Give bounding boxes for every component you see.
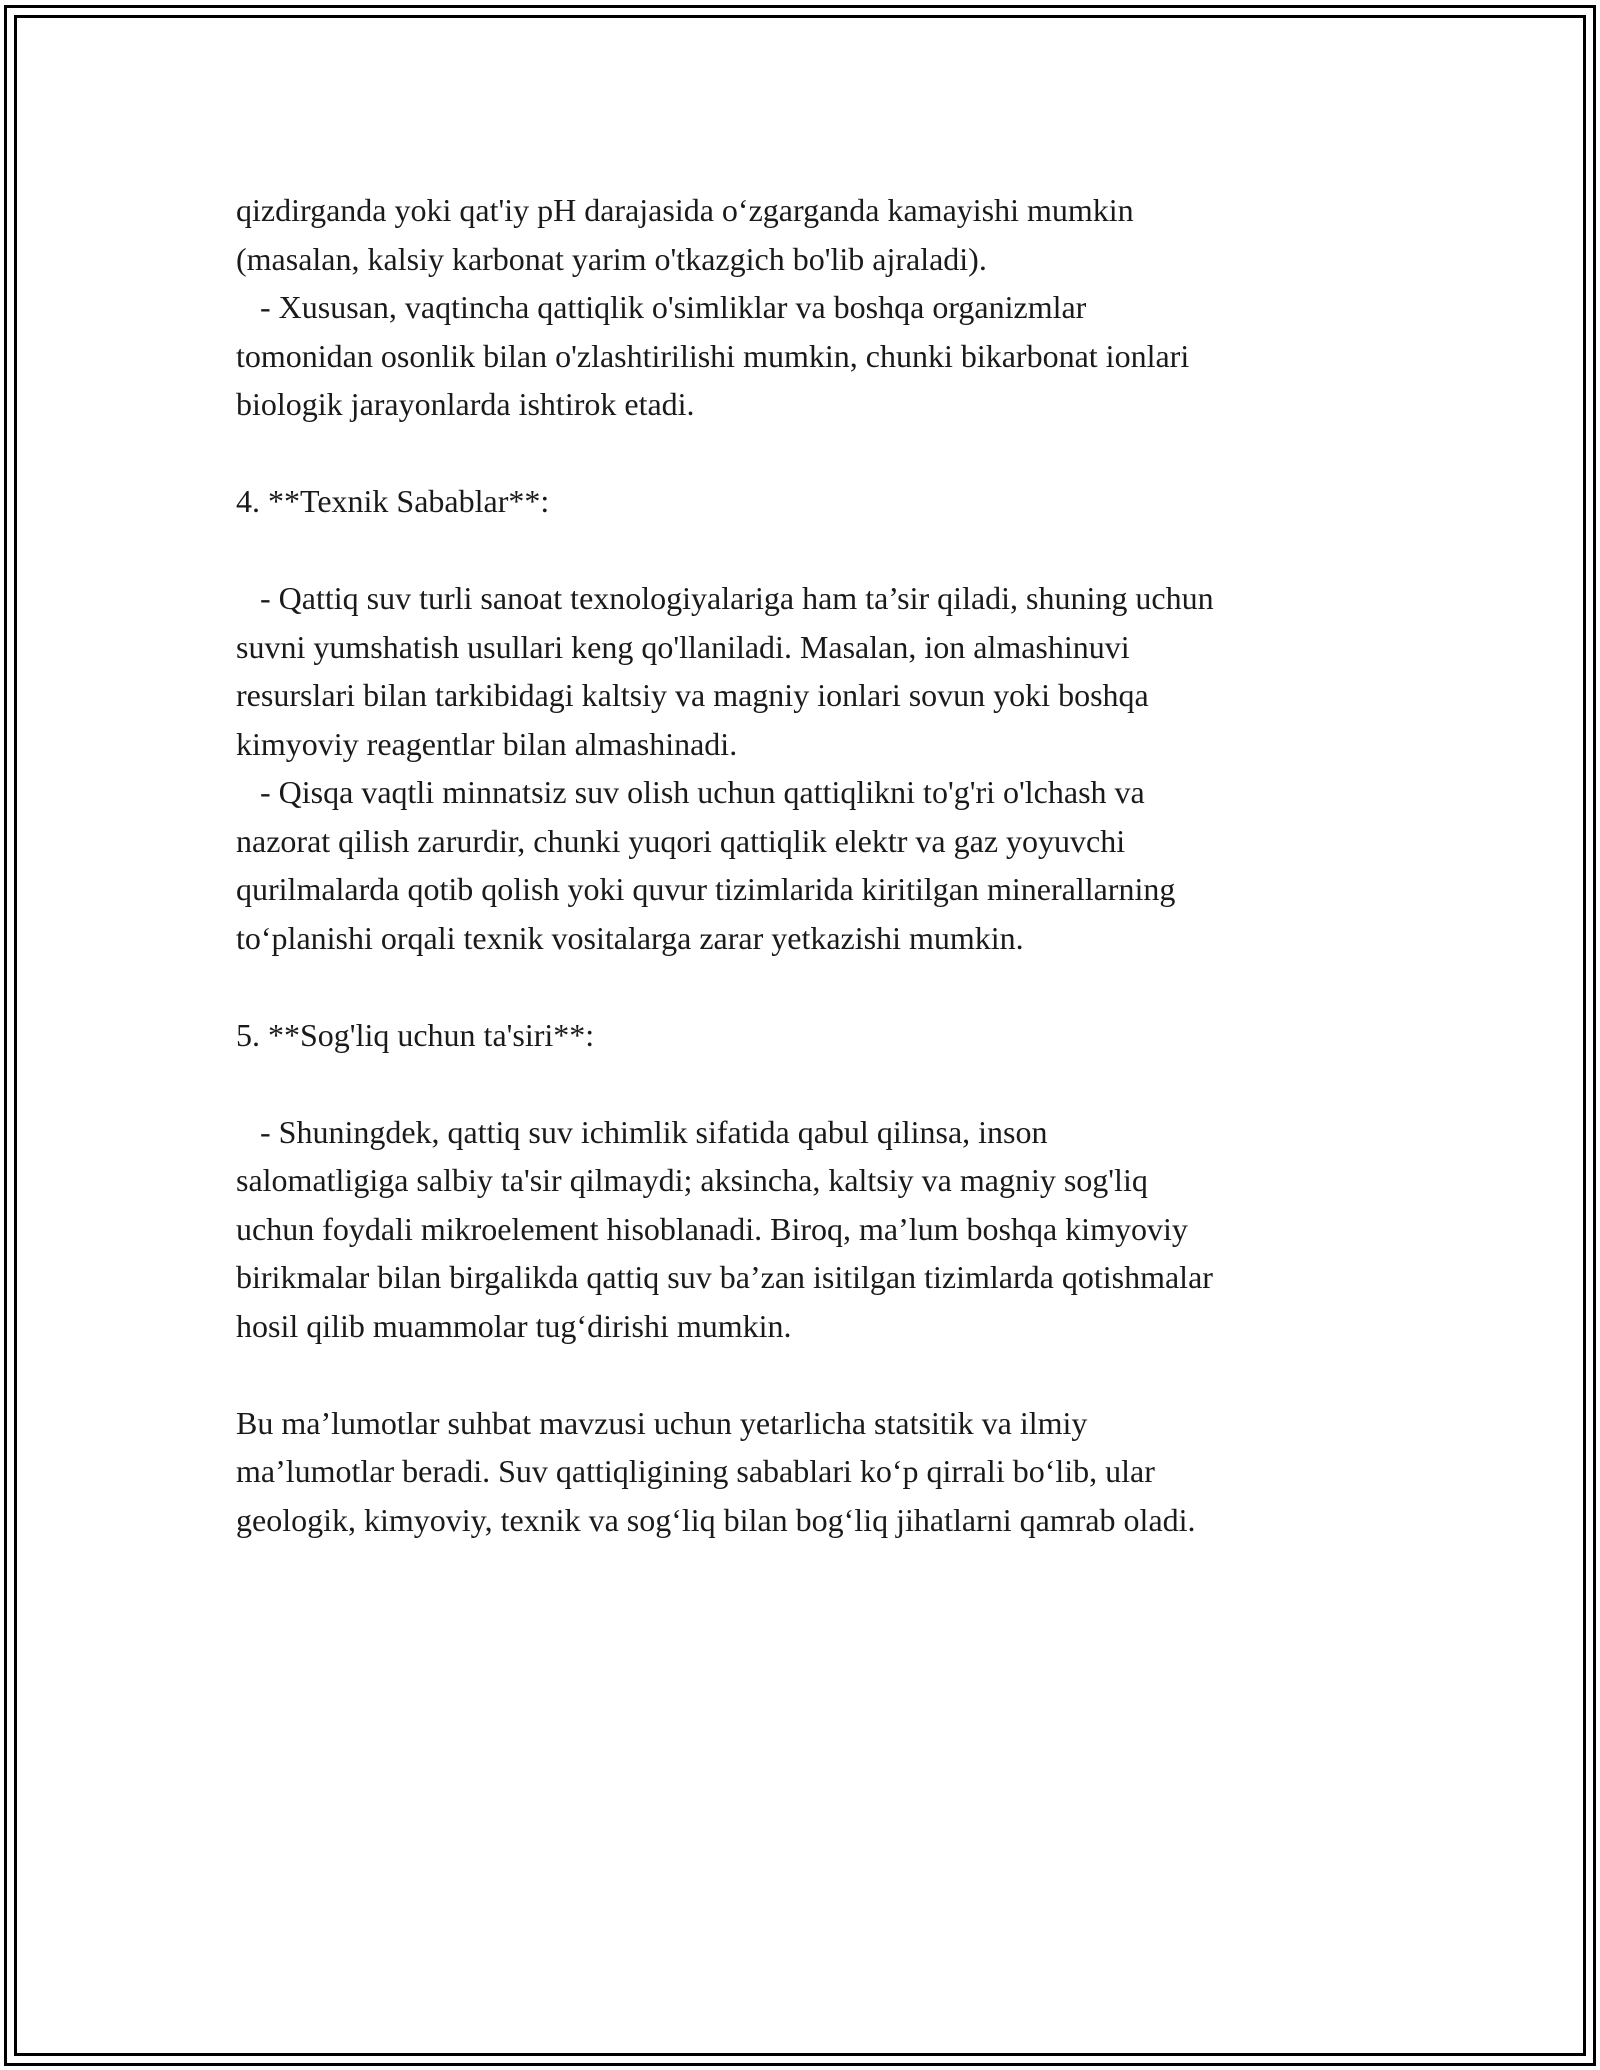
document-body — [236, 186, 1366, 1544]
text-line: salomatligiga salbiy ta'sir qilmaydi; aksincha, kaltsiy va magniy sog'liq — [236, 1162, 1148, 1198]
section-heading-health: 5. **Sog'liq uchun ta'siri**: — [236, 1016, 595, 1053]
text-line: nazorat qilish zarurdir, chunki yuqori qattiqlik elektr va gaz yoyuvchi — [236, 822, 1126, 859]
text-line: uchun foydali mikroelement hisoblanadi. Biroq, ma’lum boshqa kimyoviy — [236, 1210, 1188, 1247]
text-line: - Xususan, vaqtincha qattiqlik o'simliklar va boshqa organizmlar — [236, 289, 1087, 325]
text-line: ma’lumotlar beradi. Suv qattiqligining sabablari ko‘p qirrali bo‘lib, ular — [236, 1453, 1155, 1489]
text-line: - Shuningdek, qattiq suv ichimlik sifatida qabul qilinsa, inson — [236, 1113, 1048, 1150]
blank-line — [236, 429, 1366, 478]
text-line: - Qattiq suv turli sanoat texnologiyalariga ham ta’sir qiladi, shuning uchun — [236, 580, 1214, 616]
text-line: - Qisqa vaqtli minnatsiz suv olish uchun qattiqlikni to'g'ri o'lchash va — [236, 774, 1145, 810]
text-line: birikmalar bilan birgalikda qattiq suv ba’zan isitilgan tizimlarda qotishmalar — [236, 1259, 1213, 1295]
section-heading-technical: 4. **Texnik Sabablar**: — [236, 483, 550, 519]
text-line: hosil qilib muammolar tug‘dirishi mumkin. — [236, 1307, 792, 1344]
blank-line — [236, 962, 1366, 1011]
text-line: biologik jarayonlarda ishtirok etadi. — [236, 386, 695, 422]
blank-line — [236, 526, 1366, 575]
text-line: kimyoviy reagentlar bilan almashinadi. — [236, 725, 738, 762]
text-line: resurslari bilan tarkibidagi kaltsiy va magniy ionlari sovun yoki boshqa — [236, 677, 1149, 713]
blank-line — [236, 1350, 1366, 1399]
text-line: qizdirganda yoki qat'iy pH darajasida o‘zgarganda kamayishi mumkin — [236, 192, 1134, 228]
text-line: tomonidan osonlik bilan o'zlashtirilishi mumkin, chunki bikarbonat ionlari — [236, 337, 1190, 374]
blank-line — [236, 1059, 1366, 1108]
text-line: suvni yumshatish usullari keng qo'llaniladi. Masalan, ion almashinuvi — [236, 628, 1130, 665]
text-line: (masalan, kalsiy karbonat yarim o'tkazgich bo'lib ajraladi). — [236, 240, 987, 277]
text-line: qurilmalarda qotib qolish yoki quvur tizimlarida kiritilgan minerallarning — [236, 871, 1176, 907]
text-line: to‘planishi orqali texnik vositalarga zarar yetkazishi mumkin. — [236, 919, 1024, 956]
text-line: Bu ma’lumotlar suhbat mavzusi uchun yetarlicha statsitik va ilmiy — [236, 1404, 1088, 1441]
text-line: geologik, kimyoviy, texnik va sog‘liq bilan bog‘liq jihatlarni qamrab oladi. — [236, 1501, 1196, 1538]
